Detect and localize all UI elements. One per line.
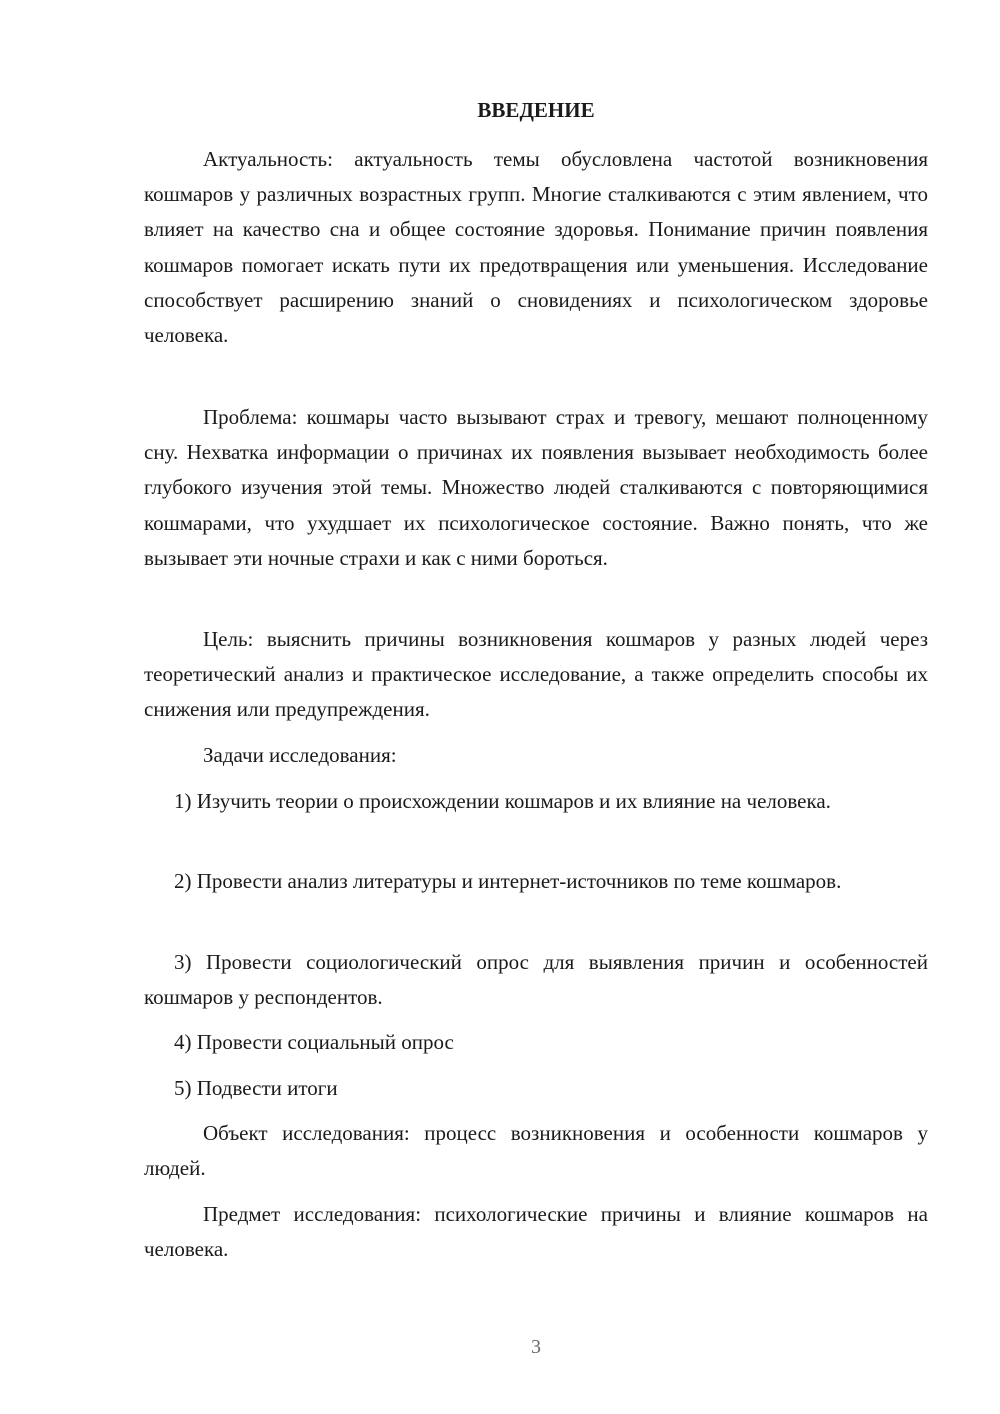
document-page <box>144 0 928 1414</box>
paragraph-goal: Цель: выяснить причины возникновения кошмаров у разных людей через теоретический анализ и практическое исследование, а также определить способы их снижения или предупреждения. <box>144 627 928 722</box>
paragraph-tasks-title: Задачи исследования: <box>203 743 397 767</box>
paragraph-relevance: Актуальность: актуальность темы обусловлена частотой возникновения кошмаров у различных возрастных групп. Многие сталкиваются с этим явлением, что влияет на качество сна и общее состояние здоровья. Понимание причин появления кошмаров помогает искать пути их предотвращения или уменьшения. Исследование способствует расширению знаний о сновидениях и психологическом здоровье человека. <box>144 147 928 348</box>
task-item-5: 5) Подвести итоги <box>174 1076 338 1100</box>
task-item-3: 3) Провести социологический опрос для выявления причин и особенностей кошмаров у респондентов. <box>144 950 928 1010</box>
task-item-2: 2) Провести анализ литературы и интернет-источников по теме кошмаров. <box>174 869 842 893</box>
paragraph-subject: Предмет исследования: психологические причины и влияние кошмаров на человека. <box>144 1202 928 1262</box>
paragraph-object: Объект исследования: процесс возникновения и особенности кошмаров у людей. <box>144 1121 928 1181</box>
task-item-1: 1) Изучить теории о происхождении кошмаров и их влияние на человека. <box>174 789 831 813</box>
paragraph-problem: Проблема: кошмары часто вызывают страх и тревогу, мешают полноценному сну. Нехватка информации о причинах их появления вызывает необходимость более глубокого изучения этой темы. Множество людей сталкиваются с повторяющимися кошмарами, что ухудшает их психологическое состояние. Важно понять, что же вызывает эти ночные страхи и как с ними бороться. <box>144 405 928 570</box>
page-number: 3 <box>531 1336 541 1358</box>
section-heading: ВВЕДЕНИЕ <box>477 98 595 122</box>
task-item-4: 4) Провести социальный опрос <box>174 1030 454 1054</box>
